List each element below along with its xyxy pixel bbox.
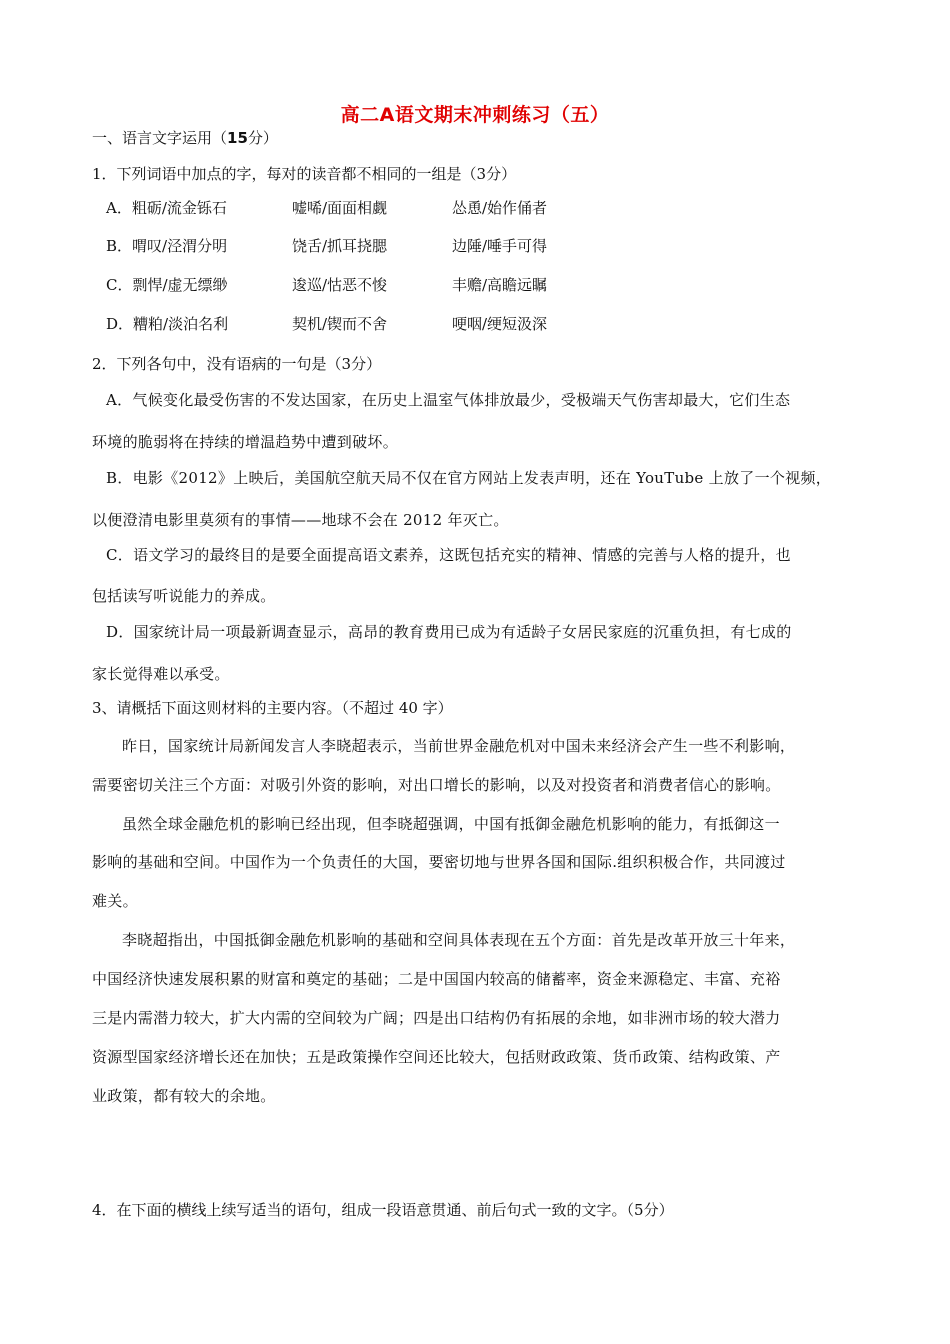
q2-option-a-line-1: A．气候变化最受伤害的不发达国家，在历史上温室气体排放最少，受极端天气伤害却最大，它们生态 bbox=[106, 391, 791, 409]
q1-option-c-3: 丰赡/高瞻远瞩 bbox=[452, 276, 548, 294]
q2-stem: 2．下列各句中，没有语病的一句是（3分） bbox=[92, 355, 382, 373]
q3-material-p2-line-1: 虽然全球金融危机的影响已经出现，但李晓超强调，中国有抵御金融危机影响的能力，有抵御这一 bbox=[122, 815, 780, 833]
q3-material-p1-line-1: 昨日，国家统计局新闻发言人李晓超表示，当前世界金融危机对中国未来经济会产生一些不利影响， bbox=[122, 737, 796, 755]
q3-material-p2-line-3: 难关。 bbox=[92, 892, 138, 910]
q3-material-p3-line-2: 中国经济快速发展积累的财富和奠定的基础；二是中国国内较高的储蓄率，资金来源稳定、丰富、充裕 bbox=[92, 970, 781, 988]
q1-option-b-3: 边陲/唾手可得 bbox=[452, 237, 548, 255]
q3-material-p3-line-1: 李晓超指出，中国抵御金融危机影响的基础和空间具体表现在五个方面：首先是改革开放三十年来， bbox=[122, 931, 796, 949]
q1-option-a-1: A．粗砺/流金铄石 bbox=[106, 199, 227, 217]
q3-material-p3-line-4: 资源型国家经济增长还在加快；五是政策操作空间还比较大，包括财政政策、货币政策、结构政策、产 bbox=[92, 1048, 781, 1066]
section-1-heading: 一、语言文字运用（15分） bbox=[92, 129, 278, 147]
q2-option-d-line-1: D．国家统计局一项最新调查显示，高昂的教育费用已成为有适龄子女居民家庭的沉重负担，有七成的 bbox=[106, 623, 792, 641]
q3-stem: 3、请概括下面这则材料的主要内容。（不超过 40 字） bbox=[92, 699, 453, 717]
q3-material-p2-line-2: 影响的基础和空间。中国作为一个负责任的大国，要密切地与世界各国和国际.组织积极合作，共同渡过 bbox=[92, 853, 786, 871]
q1-option-a-2: 嘘唏/面面相觑 bbox=[292, 199, 388, 217]
q3-material-p3-line-5: 业政策，都有较大的余地。 bbox=[92, 1087, 276, 1105]
q1-option-d-1: D．糟粕/淡泊名利 bbox=[106, 315, 229, 333]
q3-material-p3-line-3: 三是内需潜力较大，扩大内需的空间较为广阔；四是出口结构仍有拓展的余地，如非洲市场的较大潜力 bbox=[92, 1009, 781, 1027]
q1-option-b-1: B．喟叹/泾渭分明 bbox=[106, 237, 228, 255]
q1-option-c-2: 逡巡/怙恶不悛 bbox=[292, 276, 388, 294]
q1-stem: 1．下列词语中加点的字，每对的读音都不相同的一组是（3分） bbox=[92, 165, 517, 183]
q1-option-c-1: C．剽悍/虚无缥缈 bbox=[106, 276, 228, 294]
q1-option-d-2: 契机/锲而不舍 bbox=[292, 315, 388, 333]
q2-option-c-line-1: C．语文学习的最终目的是要全面提高语文素养，这既包括充实的精神、情感的完善与人格的提升，也 bbox=[106, 546, 791, 564]
q2-option-c-line-2: 包括读写听说能力的养成。 bbox=[92, 587, 276, 605]
q4-stem: 4．在下面的横线上续写适当的语句，组成一段语意贯通、前后句式一致的文字。（5分） bbox=[92, 1201, 674, 1219]
section-1-score: 15 bbox=[227, 129, 248, 147]
q2-option-b-line-2: 以便澄清电影里莫须有的事情——地球不会在 2012 年灭亡。 bbox=[92, 511, 509, 529]
q1-option-b-2: 饶舌/抓耳挠腮 bbox=[292, 237, 388, 255]
q3-material-p1-line-2: 需要密切关注三个方面：对吸引外资的影响，对出口增长的影响，以及对投资者和消费者信心的影响。 bbox=[92, 776, 781, 794]
q1-option-a-3: 怂恿/始作俑者 bbox=[452, 199, 548, 217]
document-title: 高二A语文期末冲刺练习（五） bbox=[340, 104, 610, 126]
q1-option-d-3: 哽咽/绠短汲深 bbox=[452, 315, 548, 333]
q2-option-d-line-2: 家长觉得难以承受。 bbox=[92, 665, 230, 683]
q2-option-b-line-1: B．电影《2012》上映后，美国航空航天局不仅在官方网站上发表声明，还在 YouTube 上放了一个视频， bbox=[106, 469, 832, 487]
q2-option-a-line-2: 环境的脆弱将在持续的增温趋势中遭到破坏。 bbox=[92, 433, 399, 451]
